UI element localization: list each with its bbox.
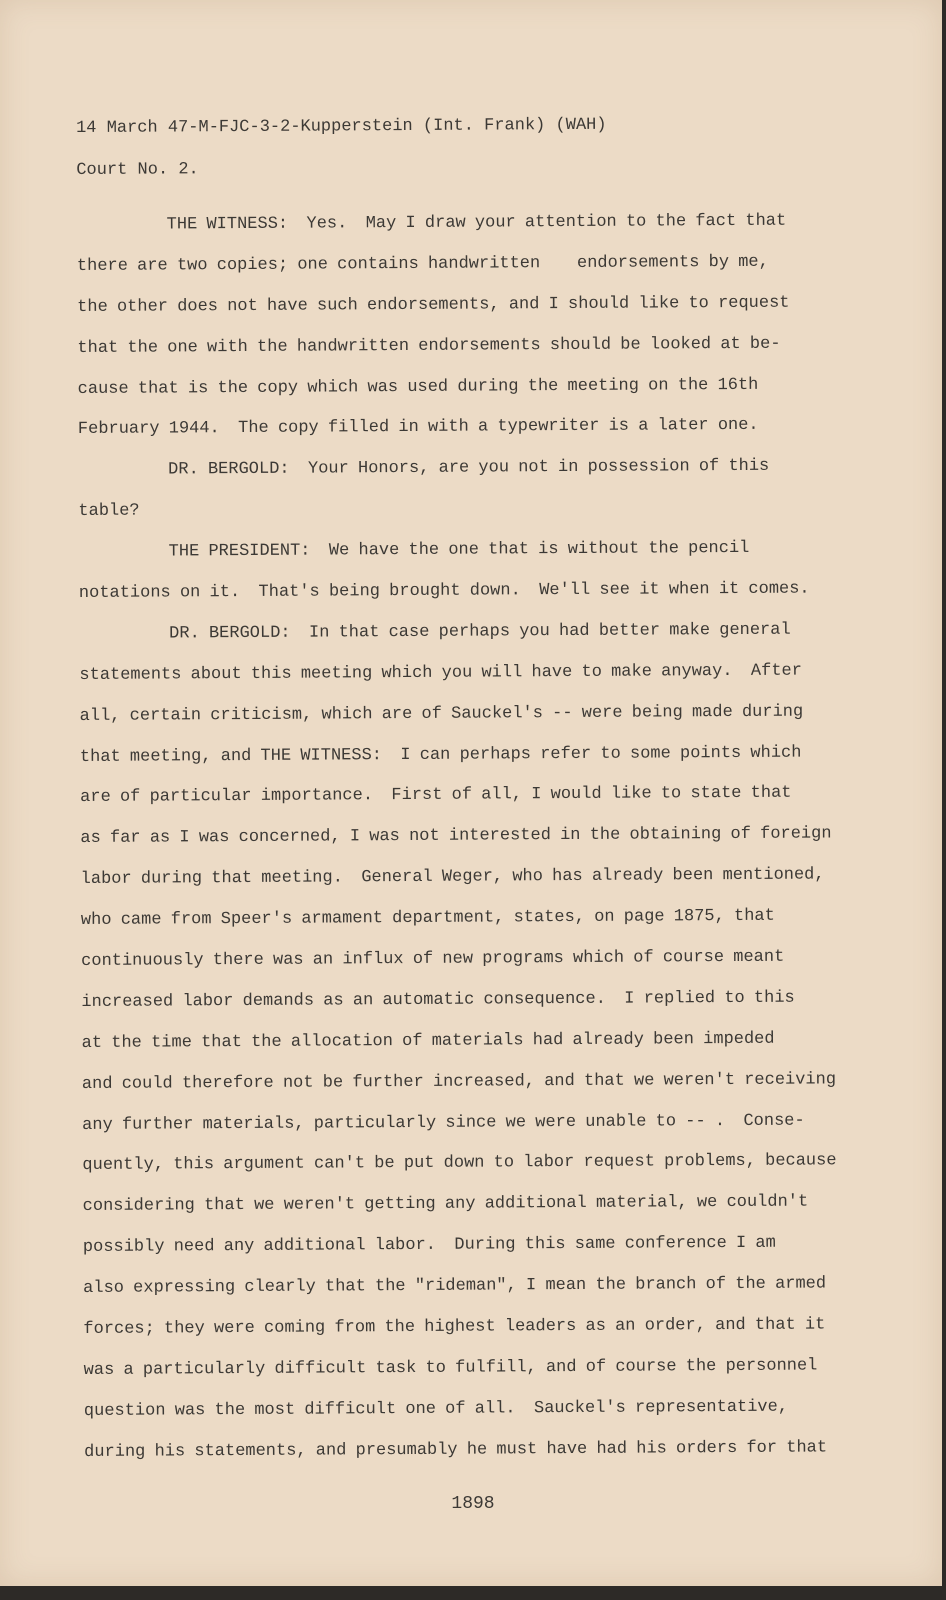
court-number-line: Court No. 2. [76,160,199,180]
text-line: who came from Speer's armament department, states, on page 1875, that [80,906,775,931]
text-line: statements about this meeting which you will have to make anyway. After [79,661,802,685]
text-line: any further materials, particularly since we were unable to -- . Conse- [82,1111,805,1135]
text-line: DR. BERGOLD: Your Honors, are you not in possession of this [168,457,770,480]
transcript-body [76,113,864,1473]
text-line: cause that is the copy which was used during the meeting on the 16th [77,375,759,399]
text-line: labor during that meeting. General Weger, who has already been mentioned, [80,865,825,890]
text-line: as far as I was concerned, I was not interested in the obtaining of foreign [80,824,832,849]
text-line: considering that we weren't getting any additional material, we couldn't [82,1192,809,1217]
scan-edge-bottom [0,1586,946,1600]
text-line: forces; they were coming from the highest leaders as an order, and that it [83,1315,826,1340]
text-line: increased labor demands as an automatic consequence. I replied to this [81,988,795,1012]
text-line: and could therefore not be further increased, and that we weren't receiving [81,1070,837,1094]
transcript-text [77,201,865,1473]
document-reference-line: 14 March 47-M-FJC-3-2-Kupperstein (Int. Frank) (WAH) [76,115,607,138]
text-line: continuously there was an influx of new programs which of course meant [81,947,785,972]
text-line: all, certain criticism, which are of Sauckel's -- were being made during [79,702,804,726]
text-line: THE PRESIDENT: We have the one that is without the pencil [168,539,750,562]
text-line: DR. BERGOLD: In that case perhaps you had better make general [169,620,791,644]
text-line: quently, this argument can't be put down to labor request problems, because [82,1151,837,1176]
text-line: table? [78,501,140,522]
text-line: that meeting, and THE WITNESS: I can perhaps refer to some points which [79,743,802,767]
text-line: are of particular importance. First of all, I would like to state that [80,784,792,808]
text-line: notations on it. That's being brought down. We'll see it when it comes. [78,579,810,604]
text-line: possibly need any additional labor. During this same conference I am [82,1234,776,1258]
text-line: also expressing clearly that the "rideman", I mean the branch of the armed [83,1274,827,1299]
text-line: THE WITNESS: Yes. May I draw your attention to the fact that [166,211,787,235]
text-line: February 1944. The copy filled in with a typewriter is a later one. [77,416,759,440]
text-line: that the one with the handwritten endorsements should be looked at be- [77,334,781,358]
text-line: question was the most difficult one of all. Sauckel's representative, [83,1397,789,1421]
text-line: at the time that the allocation of materials had already been impeded [81,1029,775,1053]
page-number: 1898 [451,1494,495,1514]
text-line: the other does not have such endorsements, and I should like to request [77,293,790,317]
text-line: was a particularly difficult task to fulfill, and of course the personnel [83,1356,818,1380]
text-line: during his statements, and presumably he must have had his orders for that [84,1438,828,1462]
scan-edge-right [942,0,946,1600]
text-line: there are two copies; one contains handwritten endorsements by me, [76,252,769,276]
